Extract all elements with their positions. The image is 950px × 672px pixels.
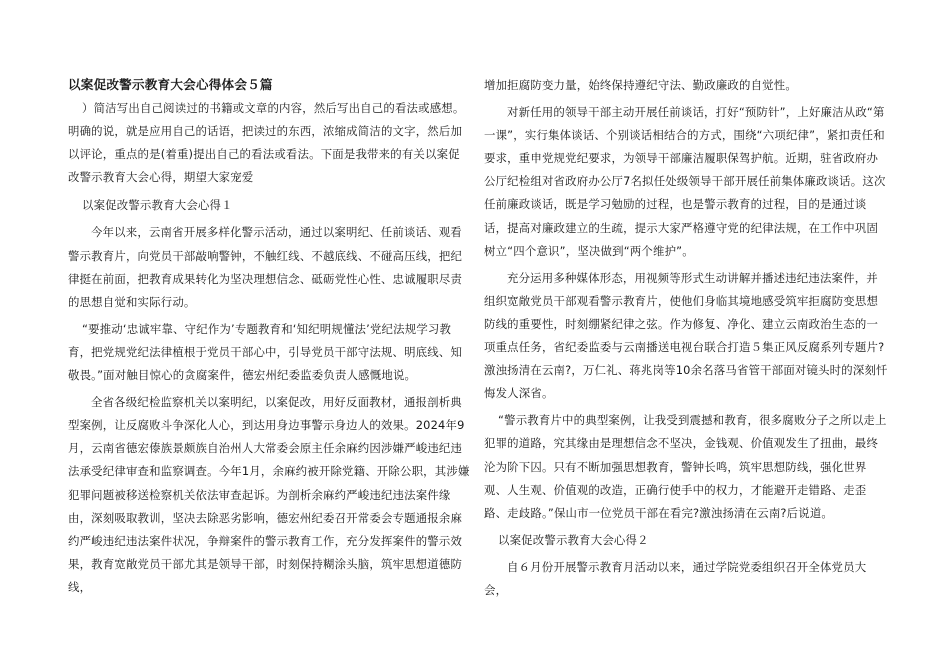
right-column [484, 74, 888, 602]
intro-paragraph: ）简洁写出自己阅读过的书籍或文章的内容，然后写出自己的看法或感想。明确的说，就是应用自己的话语，把读过的东西，浓缩成简洁的文字，然后加以评论，重点的是(着重)提出自己的看法或看法。下面是我带来的有关以案促改警示教育大会心得，期望大家宠爱 [68, 101, 465, 185]
section-heading-1: 以案促改警示教育大会心得１ [82, 198, 233, 213]
left-column [68, 74, 470, 599]
paragraph: “警示教育片中的典型案例，让我受到震撼和教育，很多腐败分子之所以走上犯罪的道路，究其缘由是理想信念不坚决，金钱观、价值观发生了扭曲，最终沦为阶下囚。只有不断加强思想教育，警钟长鸣，筑牢思想防线，强化世界观、人生观、价值观的改造，正确行使手中的权力，才能避开走错路、走歪路、走歧路。”保山市一位党员干部在看完?激浊扬清在云南?后说道。 [484, 413, 887, 520]
paragraph: 充分运用多种媒体形态，用视频等形式生动讲解并播述违纪违法案件，并组织宽敞党员干部观看警示教育片，使他们身临其境地感受筑牢拒腐防变思想防线的重要性，时刻绷紧纪律之弦。作为修复、净化、建立云南政治生态的一项重点任务，省纪委监委与云南播送电视台联合打造５集正风反腐系列专题片?激浊扬清在云南?，万仁礼、蒋兆岗等10余名落马省管干部面对镜头时的深刻忏悔发人深省。 [484, 270, 888, 401]
document-title: 以案促改警示教育大会心得体会５篇 [68, 77, 273, 92]
paragraph: 全省各级纪检监察机关以案明纪，以案促改，用好反面教材，通报剖析典型案例，让反腐败斗争深化人心，到达用身边事警示身边人的效果。2024年9月，云南省德宏傣族景颇族自治州人大常委会原主任余麻约因涉嫌严峻违纪违法承受纪律审查和监察调查。今年1月，余麻约被开除党籍、开除公职，其涉嫌犯罪问题被移送检察机关依法审查起诉。为剖析余麻约严峻违纪违法案件缘由，深刻吸取教训，坚决去除恶劣影响，德宏州纪委召开常委会专题通报余麻约严峻违纪违法案件状况，争辩案件的警示教育工作，充分发挥案件的警示效果，教育宽敞党员干部尤其是领导干部，时刻保持糊涂头脑，筑牢思想道德防线， [68, 395, 470, 594]
paragraph: 自６月份开展警示教育月活动以来，通过学院党委组织召开全体党员大会， [484, 559, 867, 597]
paragraph: 对新任用的领导干部主动开展任前谈话，打好“预防针”，上好廉洁从政“第一课”，实行集体谈话、个别谈话相结合的方式，围绕“六项纪律”，紧扣责任和要求，重申党规党纪要求，为领导干部廉洁履职保驾护航。近期，驻省政府办公厅纪检组对省政府办公厅7名拟任处级领导干部开展任前集体廉政谈话。这次任前廉政谈话，既是学习勉励的过程，也是警示教育的过程，目的是通过谈话，提高对廉政建立的生疏，提示大家严格遵守党的纪律法规，在工作中巩固树立“四个意识”，坚决做到“两个维护”。 [484, 105, 886, 258]
paragraph: 增加拒腐防变力量，始终保持遵纪守法、勤政廉政的自觉性。 [484, 78, 797, 92]
section-heading-2: 以案促改警示教育大会心得２ [498, 532, 649, 547]
paragraph: 今年以来，云南省开展多样化警示活动，通过以案明纪、任前谈话、观看警示教育片，向党员干部敲响警钟，不触红线、不越底线、不碰高压线，把纪律挺在前面，把教育成果转化为坚决理想信念、砥砺党性心性、忠诚履职尽责的思想自觉和实际行动。 [68, 225, 463, 309]
paragraph: “要推动‘忠诚牢靠、守纪作为’专题教育和‘知纪明规懂法’党纪法规学习教育，把党规党纪法律植根于党员干部心中，引导党员干部守法规、明底线、知敬畏。”面对触目惊心的贪腐案件，德宏州纪委监委负责人感慨地说。 [68, 321, 463, 383]
